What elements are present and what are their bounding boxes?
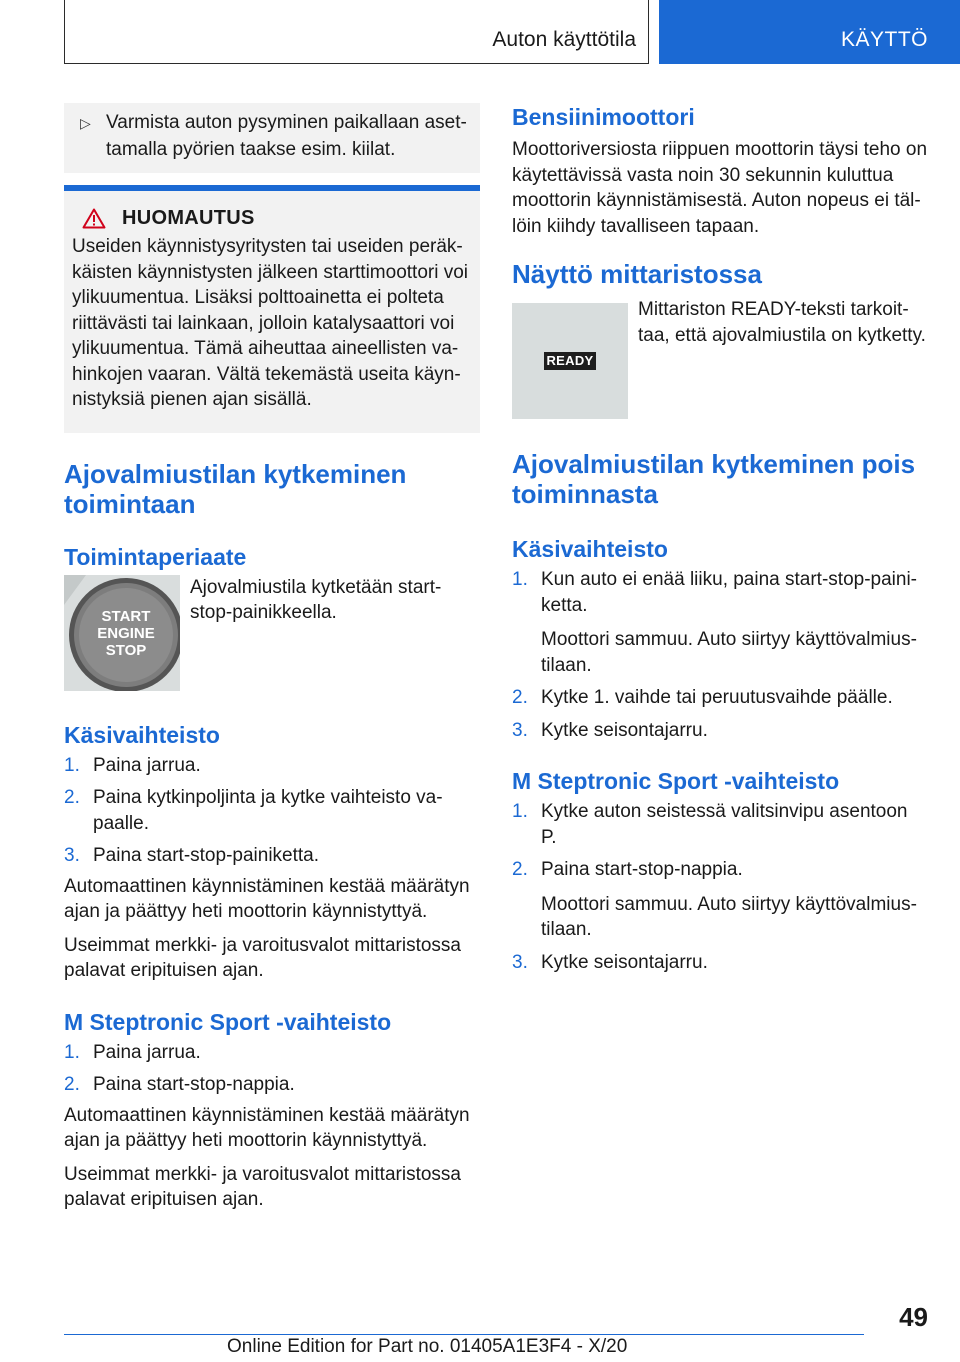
start-stop-button-image	[64, 575, 180, 691]
steptronic-off-steps	[512, 799, 928, 975]
step-text: Kytke seisontajarru.	[541, 719, 708, 741]
chapter-title: Auton käyttötila	[492, 28, 636, 51]
manual-off-steps	[512, 567, 928, 743]
steptronic-paragraph-2: Useimmat merkki- ja varoitusvalot mittaristossa palavat eripituisen ajan.	[64, 1163, 461, 1210]
step-text: Kytke 1. vaihde tai peruutusvaihde päälle.	[541, 687, 893, 708]
step-number: 1.	[512, 801, 528, 822]
list-item	[64, 785, 480, 836]
list-item	[64, 843, 480, 869]
header-section-tab[interactable]	[659, 0, 960, 64]
list-item	[64, 1072, 480, 1098]
step-text: Paina jarrua.	[93, 754, 201, 776]
footer-edition-text: Online Edition for Part no. 01405A1E3F4 - X/20	[227, 1336, 628, 1357]
list-item	[512, 567, 928, 678]
list-item	[512, 685, 928, 711]
steptronic-steps	[64, 1040, 480, 1098]
section-title-activate: Ajovalmiustilan kytkeminen toimintaan	[64, 458, 407, 519]
warning-title: HUOMAUTUS	[122, 207, 255, 229]
left-column	[64, 103, 480, 1213]
right-column	[512, 103, 928, 975]
manual-heading: Käsivaihteisto	[64, 721, 220, 748]
button-label-start: START	[101, 607, 151, 625]
warning-box	[64, 185, 480, 433]
steptronic-heading: M Steptronic Sport -vaihteisto	[64, 1008, 392, 1035]
page-number: 49	[899, 1302, 928, 1332]
step-text: Kytke seisontajarru.	[541, 951, 708, 973]
list-item	[64, 1040, 480, 1066]
triangle-bullet-icon: ▷	[80, 115, 91, 131]
step-text: Kun auto ei enää liiku, paina start-stop-paini-ketta.	[541, 569, 918, 616]
step-text: Kytke auton seistessä valitsinvipu asentoon P.	[541, 801, 908, 848]
warning-header	[72, 207, 472, 230]
button-label-engine: ENGINE	[97, 624, 155, 642]
step-number: 3.	[512, 951, 528, 973]
step-number: 1.	[64, 754, 80, 776]
note-text: Varmista auton pysyminen paikallaan aset-tamalla pyörien taakse esim. kiilat.	[106, 112, 467, 160]
steptronic-off-heading: M Steptronic Sport -vaihteisto	[512, 768, 840, 794]
display-heading: Näyttö mittaristossa	[512, 259, 762, 289]
section-title-deactivate: Ajovalmiustilan kytkeminen pois toiminnasta	[512, 449, 916, 509]
principle-figure-row	[64, 575, 480, 691]
step-number: 2.	[512, 859, 528, 880]
step-subtext: Moottori sammuu. Auto siirtyy käyttövalmius-tilaan.	[541, 629, 917, 676]
manual-steps	[64, 753, 480, 869]
warning-triangle-icon	[82, 208, 106, 229]
warning-body: Useiden käynnistysyritysten tai useiden peräk-käisten käynnistysten jälkeen starttimoottori voi ylikuumentua. Lisäksi polttoainetta ei polteta riittävästi tai lainkaan, jolloin katalysaattori voi ylikuumentua. Tämä aiheuttaa aineellisten va-hinkojen vaaran. Vältä tekemästä useita käyn-nistyksiä pienen ajan sisällä.	[72, 236, 469, 410]
principle-heading: Toimintaperiaate	[64, 543, 247, 570]
manual-off-heading: Käsivaihteisto	[512, 536, 668, 562]
step-number: 2.	[64, 1074, 80, 1095]
list-item	[512, 857, 928, 943]
step-text: Paina start-stop-painiketta.	[93, 845, 320, 866]
petrol-text: Moottoriversiosta riippuen moottorin täysi teho on käytettävissä vasta noin 30 sekunnin kuluttua moottorin käynnistämisestä. Auton nopeus ei täl-löin kiihdy tavalliseen tapaan.	[512, 139, 928, 237]
step-number: 1.	[512, 569, 528, 590]
step-number: 3.	[64, 845, 80, 866]
step-number: 2.	[64, 787, 80, 808]
header-chapter-box	[64, 0, 649, 64]
ready-indicator-image	[512, 303, 628, 419]
step-text: Paina start-stop-nappia.	[93, 1074, 295, 1095]
section-label: KÄYTTÖ	[840, 28, 928, 51]
footer-divider	[64, 1334, 864, 1335]
principle-text: Ajovalmiustila kytketään start-stop-painikkeella.	[190, 576, 442, 623]
step-text: Paina jarrua.	[93, 1041, 201, 1063]
step-number: 3.	[512, 719, 528, 741]
list-item	[512, 718, 928, 744]
step-text: Paina kytkinpoljinta ja kytke vaihteisto va-paalle.	[93, 787, 443, 834]
step-number: 1.	[64, 1041, 80, 1063]
list-item	[512, 799, 928, 850]
step-subtext: Moottori sammuu. Auto siirtyy käyttövalmius-tilaan.	[541, 893, 917, 940]
steptronic-paragraph-1: Automaattinen käynnistäminen kestää määrätyn ajan ja päättyy heti moottorin käynnistyttyä.	[64, 1104, 470, 1151]
petrol-heading: Bensiinimoottori	[512, 104, 695, 130]
note-box	[64, 103, 480, 173]
manual-paragraph-1: Automaattinen käynnistäminen kestää määrätyn ajan ja päättyy heti moottorin käynnistyttyä.	[64, 875, 470, 922]
list-item	[64, 753, 480, 779]
step-text: Paina start-stop-nappia.	[541, 859, 743, 880]
button-label-stop: STOP	[105, 641, 147, 659]
list-item	[512, 950, 928, 976]
step-number: 2.	[512, 687, 528, 708]
manual-paragraph-2: Useimmat merkki- ja varoitusvalot mittaristossa palavat eripituisen ajan.	[64, 934, 461, 981]
display-text: Mittariston READY-teksti tarkoit-taa, että ajovalmiustila on kytketty.	[638, 299, 926, 346]
ready-badge: READY	[544, 352, 596, 370]
display-figure-row	[512, 299, 928, 419]
